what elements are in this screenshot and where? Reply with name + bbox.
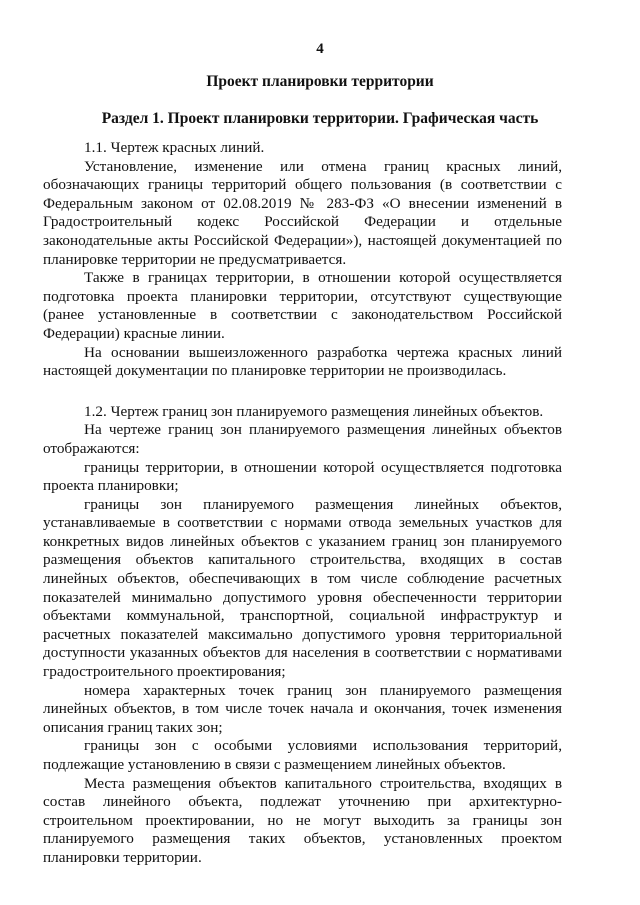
paragraph: На чертеже границ зон планируемого размещения линейных объектов отображаются: — [43, 421, 562, 457]
paragraph: 1.2. Чертеж границ зон планируемого размещения линейных объектов. — [84, 402, 544, 420]
paragraph: Установление, изменение или отмена границ красных линий, обозначающих границы территорий общего пользования (в соответствии с Федеральным законом от 02.08.2019 № 283-ФЗ «О внесении изменений в Градостроительный кодекс Российской Федерации и отдельные законодательные акты Российской Федерации»), настоящей документацией по планировке территории не предусматривается. — [43, 157, 562, 268]
paragraph: Также в границах территории, в отношении которой осуществляется подготовка проекта планировки территории, отсутствуют существующие (ранее установленные в соответствии с законодательством Российской Федерации) красные линии. — [43, 269, 562, 342]
paragraph: На основании вышеизложенного разработка чертежа красных линий настоящей документации по планировке территории не производилась. — [43, 343, 562, 380]
page-number: 4 — [316, 41, 324, 57]
paragraph: границы зон с особыми условиями использования территорий, подлежащие установлению в связи с размещением линейных объектов. — [43, 737, 562, 773]
section-title: Раздел 1. Проект планировки территории. Графическая часть — [101, 110, 539, 127]
paragraph: Места размещения объектов капитального строительства, входящих в состав линейного объекта, подлежат уточнению при архитектурно-строительном проектировании, но не могут выходить за границы зон планируемого размещения таких объектов, установленных проектом планировки территории. — [43, 774, 562, 866]
paragraph: границы территории, в отношении которой осуществляется подготовка проекта планировки; — [43, 458, 562, 495]
paragraph: 1.1. Чертеж красных линий. — [84, 139, 265, 156]
paragraph: номера характерных точек границ зон планируемого размещения линейных объектов, в том числе точек начала и окончания, точек изменения описания границ таких зон; — [43, 681, 562, 736]
body-text — [43, 139, 562, 868]
paragraph: границы зон планируемого размещения линейных объектов, устанавливаемые в соответствии с нормами отвода земельных участков для конкретных видов линейных объектов с указанием границ зон планируемого размещения объектов капитального строительства, входящих в состав линейных объектов, обеспечивающих в том числе соблюдение расчетных показателей минимально допустимого уровня обеспеченности территории объектами коммунальной, транспортной, социальной инфраструктур и расчетных показателей максимально допустимого уровня территориальной доступности указанных объектов для населения в соответствии с нормативами градостроительного проектирования; — [43, 495, 562, 681]
document-title: Проект планировки территории — [206, 73, 434, 90]
